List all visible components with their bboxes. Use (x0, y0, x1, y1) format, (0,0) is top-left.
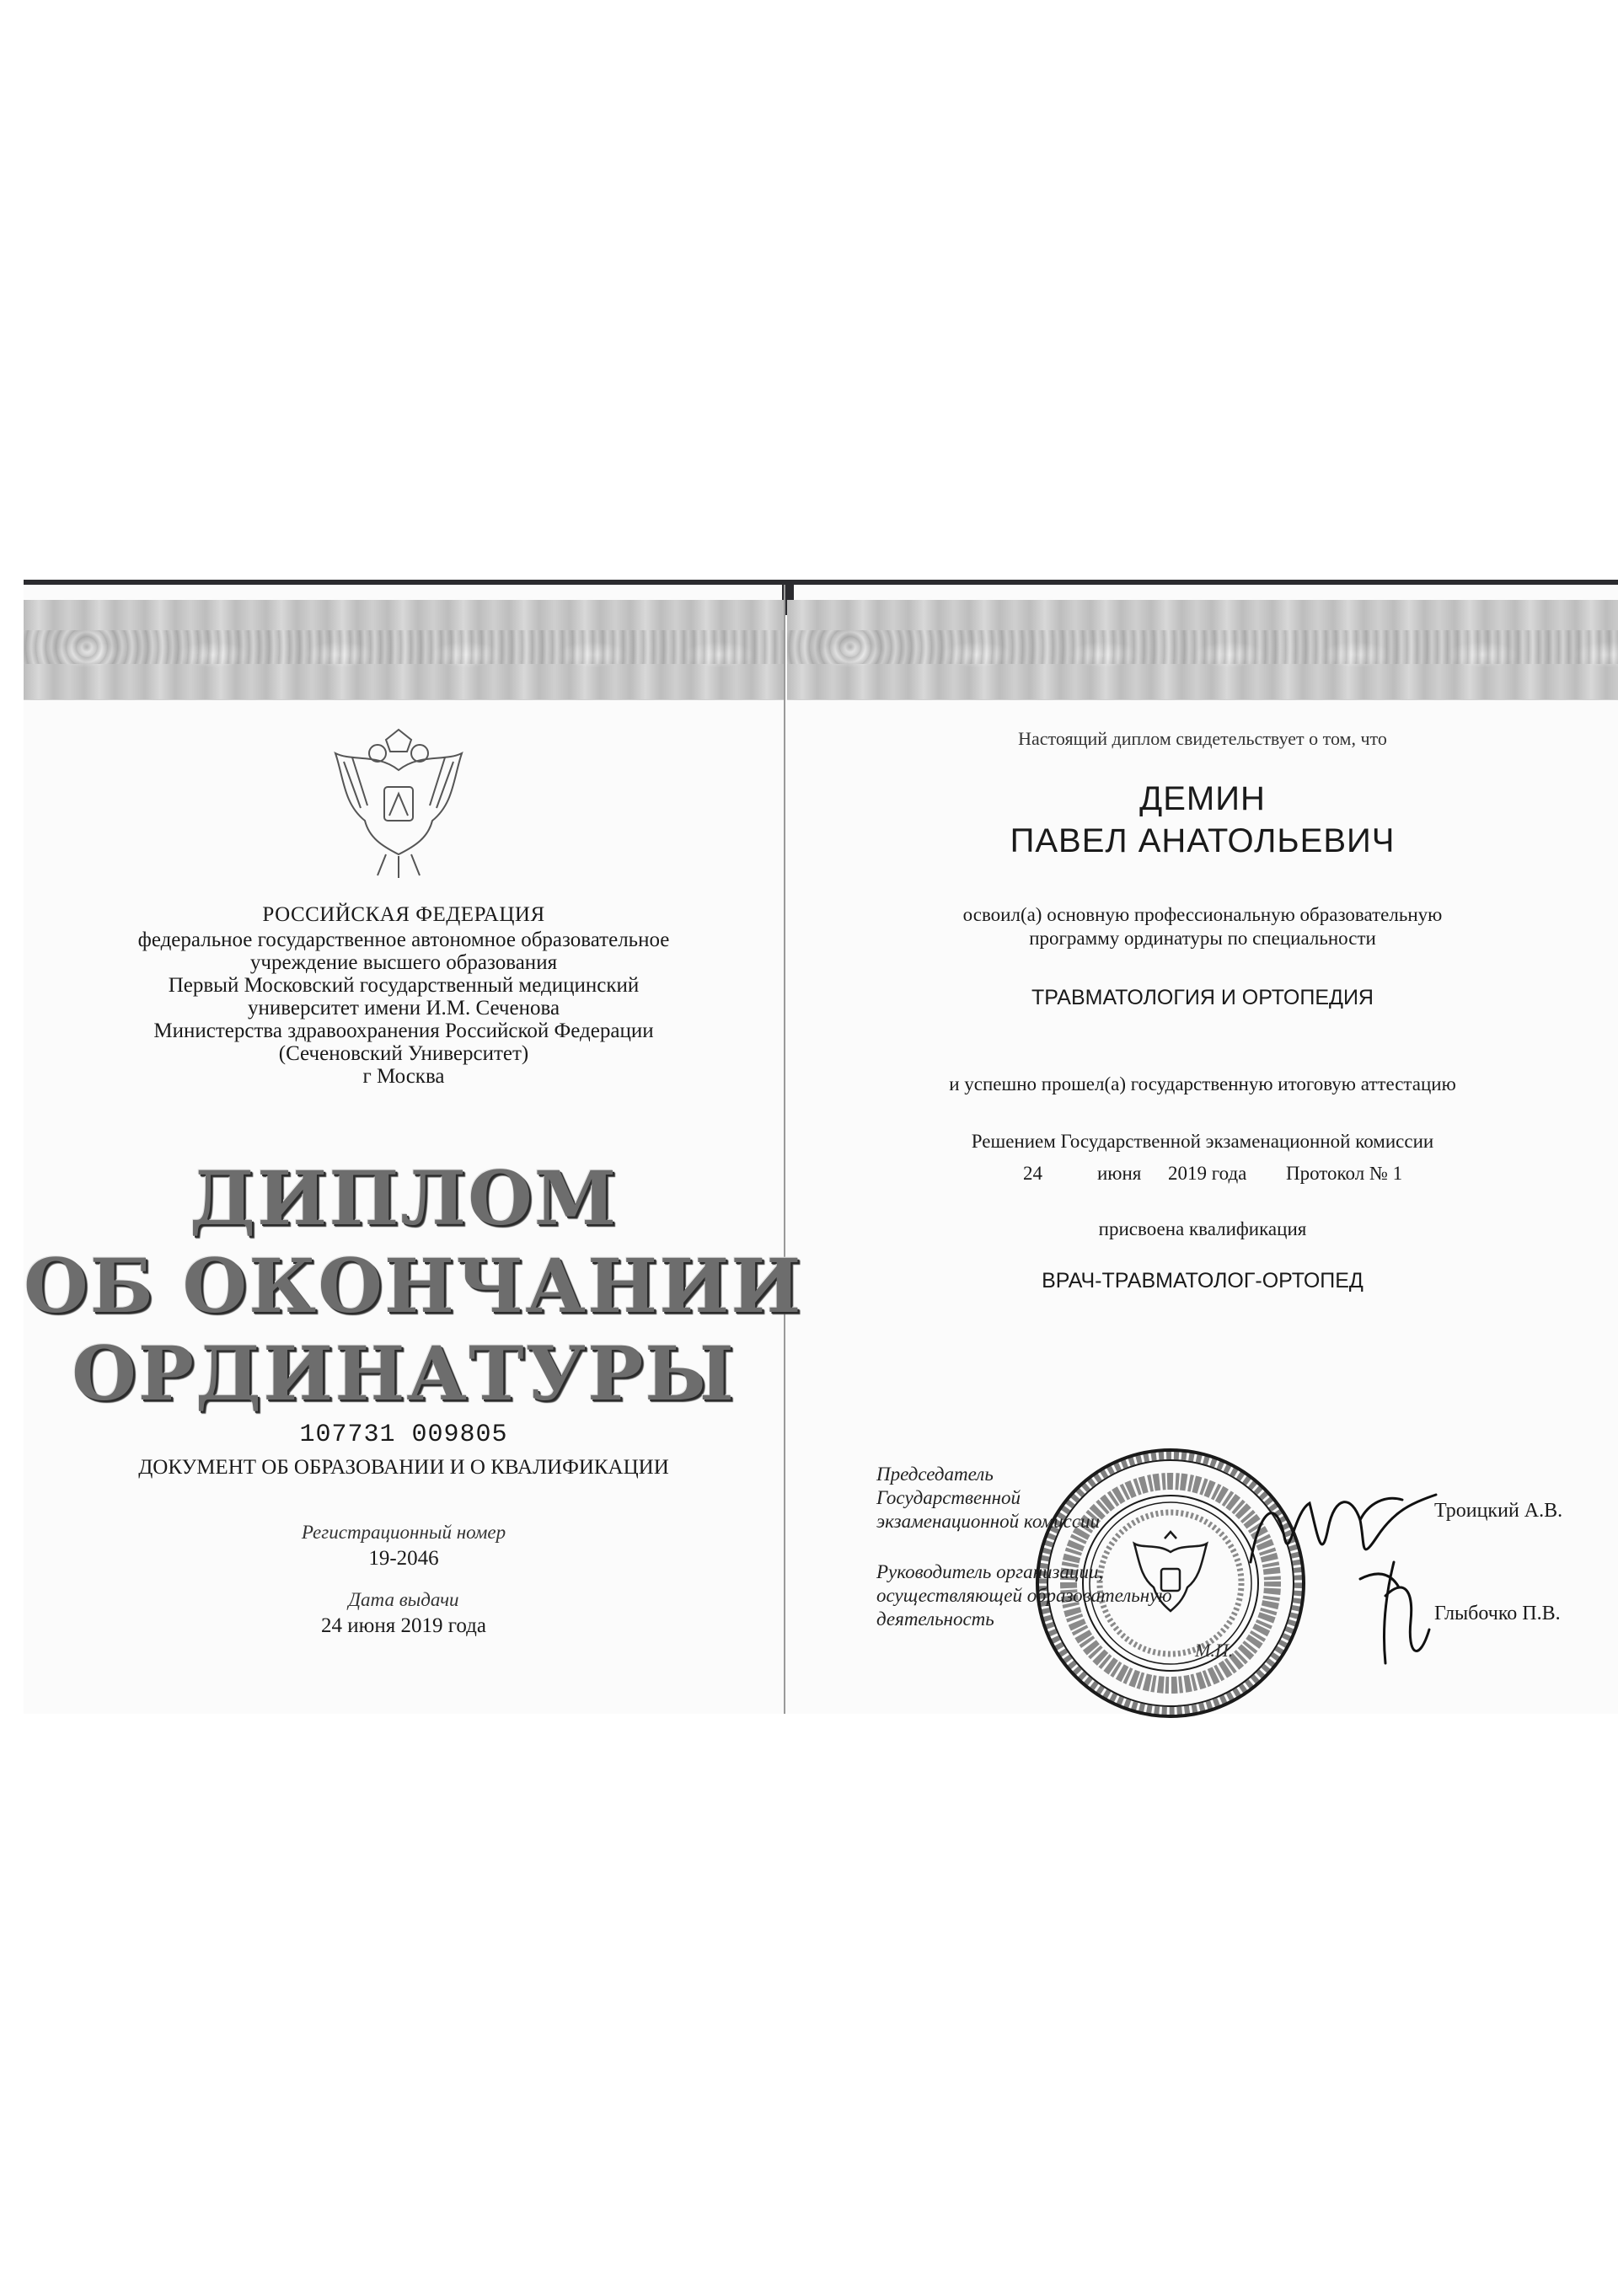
diploma-right-page (787, 585, 1618, 1714)
org-line: Первый Московский государственный медицинский (168, 974, 640, 997)
seal-place-label: М.П. (1195, 1640, 1234, 1661)
chair-title-line: экзаменационной комиссии (876, 1511, 1101, 1532)
diploma-title-line: ОБ ОКОНЧАНИИ (24, 1242, 803, 1330)
org-line: университет имени И.М. Сеченова (247, 997, 560, 1020)
decision-date-row (787, 1163, 1618, 1188)
chair-name: Троицкий А.В. (1434, 1500, 1563, 1522)
certifies-intro: Настоящий диплом свидетельствует о том, что (1018, 728, 1387, 749)
coat-of-arms-icon (319, 728, 479, 880)
chair-title-line: Председатель (876, 1464, 994, 1485)
program-line: программу ординатуры по специальности (1029, 928, 1376, 949)
decision-year: 2019 года (1168, 1163, 1247, 1184)
chair-title-line: Государственной (876, 1487, 1021, 1508)
org-line: федеральное государственное автономное образовательное (137, 929, 670, 951)
rector-title-line: осуществляющей образовательную (876, 1585, 1172, 1606)
country-name: РОССИЙСКАЯ ФЕДЕРАЦИЯ (262, 903, 545, 926)
rector-title-line: деятельность (876, 1608, 994, 1630)
handwritten-signature (1234, 1461, 1453, 1680)
qualification: ВРАЧ-ТРАВМАТОЛОГ-ОРТОПЕД (1042, 1269, 1364, 1293)
protocol-number: Протокол № 1 (1286, 1163, 1403, 1184)
rector-title-line: Руководитель организации, (876, 1561, 1104, 1582)
org-line: (Сеченовский Университет) (278, 1042, 529, 1065)
decision-month: июня (1097, 1163, 1142, 1184)
diploma-spread (24, 580, 1618, 1714)
organization-name (24, 929, 784, 1088)
issue-date-label: Дата выдачи (348, 1589, 459, 1610)
diploma-title-line: ДИПЛОМ (189, 1154, 619, 1242)
registration-label: Регистрационный номер (301, 1522, 506, 1543)
issue-date: 24 июня 2019 года (321, 1614, 486, 1637)
diploma-title-line: ОРДИНАТУРЫ (72, 1330, 736, 1417)
org-line: учреждение высшего образования (249, 951, 558, 974)
rector-name: Глыбочко П.В. (1434, 1603, 1561, 1624)
graduate-surname: ДЕМИН (1139, 780, 1266, 817)
specialty: ТРАВМАТОЛОГИЯ И ОРТОПЕДИЯ (1031, 986, 1374, 1009)
attestation-statement: и успешно прошел(а) государственную итоговую аттестацию (949, 1073, 1456, 1094)
security-pattern-band (24, 600, 784, 700)
serial-number: 107731 009805 (299, 1421, 508, 1449)
commission-decision: Решением Государственной экзаменационной комиссии (971, 1131, 1434, 1152)
graduate-given-names: ПАВЕЛ АНАТОЛЬЕВИЧ (1010, 822, 1396, 859)
security-pattern-band (787, 600, 1618, 700)
decision-day: 24 (1023, 1163, 1042, 1184)
program-line: освоил(а) основную профессиональную образовательную (962, 904, 1443, 925)
org-line: Министерства здравоохранения Российской Федерации (153, 1020, 654, 1042)
program-statement (787, 903, 1618, 950)
diploma-left-page (24, 585, 803, 1714)
org-line: г Москва (362, 1065, 445, 1088)
qualification-label: присвоена квалификация (1098, 1218, 1307, 1239)
document-type: ДОКУМЕНТ ОБ ОБРАЗОВАНИИ И О КВАЛИФИКАЦИИ (138, 1456, 669, 1479)
registration-number: 19-2046 (368, 1547, 439, 1570)
